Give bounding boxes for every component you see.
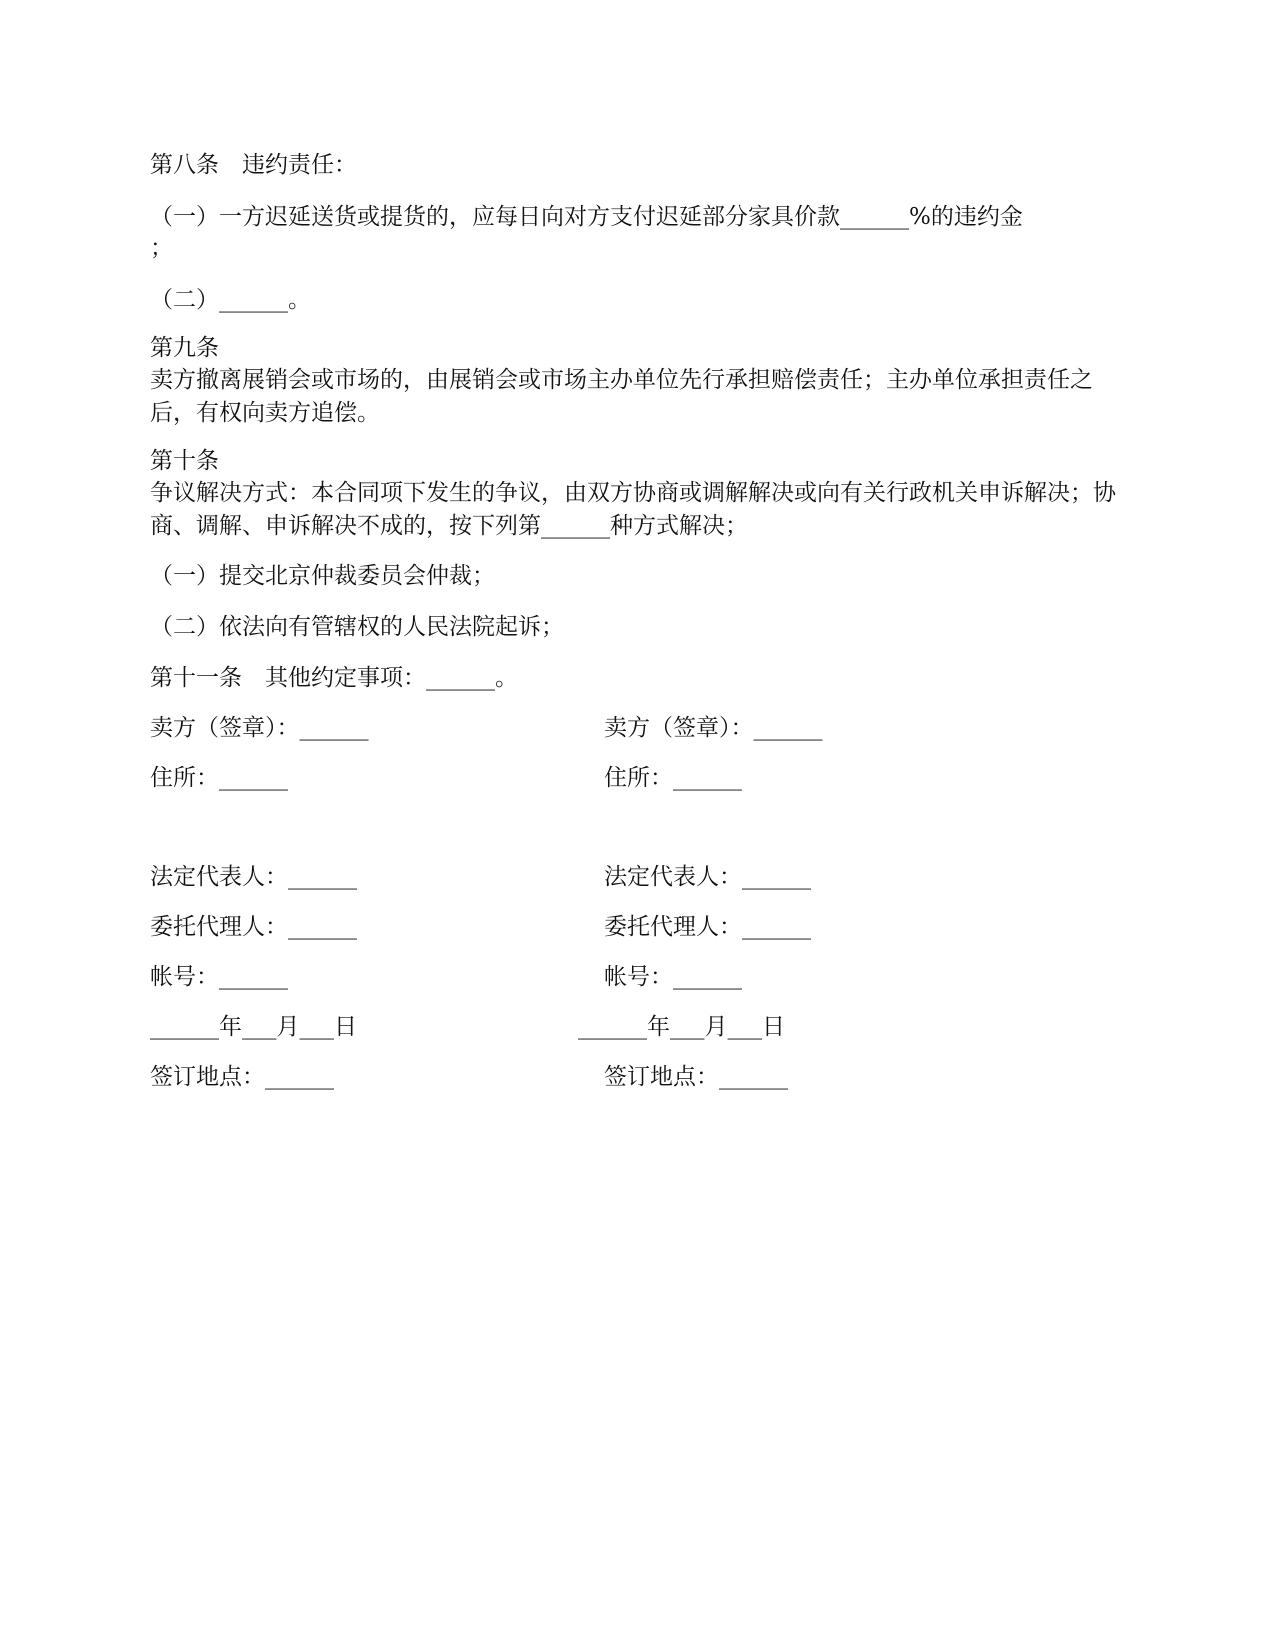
- article9-heading: 第九条: [150, 335, 219, 361]
- right-address: 住所：______: [604, 765, 742, 791]
- right-authorized-agent: 委托代理人：______: [604, 914, 811, 940]
- article10-option1: （一）提交北京仲裁委员会仲裁；: [150, 563, 495, 589]
- article8-item1-line1: （一）一方迟延送货或提货的，应每日向对方支付迟延部分家具价款______%的违约金: [150, 204, 1023, 230]
- left-legal-representative: 法定代表人：______: [150, 864, 357, 890]
- article10-body: 争议解决方式：本合同项下发生的争议，由双方协商或调解解决或向有关行政机关申诉解决；协商、调解、申诉解决不成的，按下列第______种方式解决；: [150, 480, 1116, 539]
- article8-item1-line2: ；: [150, 235, 173, 261]
- right-account: 帐号：______: [604, 964, 742, 990]
- left-date: ______年___月___日: [150, 1014, 357, 1040]
- article8-heading: 第八条 违约责任：: [150, 152, 357, 178]
- right-signing-place: 签订地点：______: [604, 1064, 788, 1090]
- left-address: 住所：______: [150, 765, 288, 791]
- left-account: 帐号：______: [150, 964, 288, 990]
- right-legal-representative: 法定代表人：______: [604, 864, 811, 890]
- article9-body: 卖方撤离展销会或市场的，由展销会或市场主办单位先行承担赔偿责任；主办单位承担责任之后，有权向卖方追偿。: [150, 367, 1093, 426]
- right-party-signature: 卖方（签章）：______: [604, 715, 823, 741]
- left-authorized-agent: 委托代理人：______: [150, 914, 357, 940]
- left-signing-place: 签订地点：______: [150, 1064, 334, 1090]
- left-party-signature: 卖方（签章）：______: [150, 715, 369, 741]
- right-date: ______年___月___日: [578, 1014, 785, 1040]
- article8-item2: （二）______。: [150, 287, 311, 313]
- article10-heading: 第十条: [150, 448, 219, 474]
- article10-option2: （二）依法向有管辖权的人民法院起诉；: [150, 614, 564, 640]
- article11-heading: 第十一条 其他约定事项：______。: [150, 665, 518, 691]
